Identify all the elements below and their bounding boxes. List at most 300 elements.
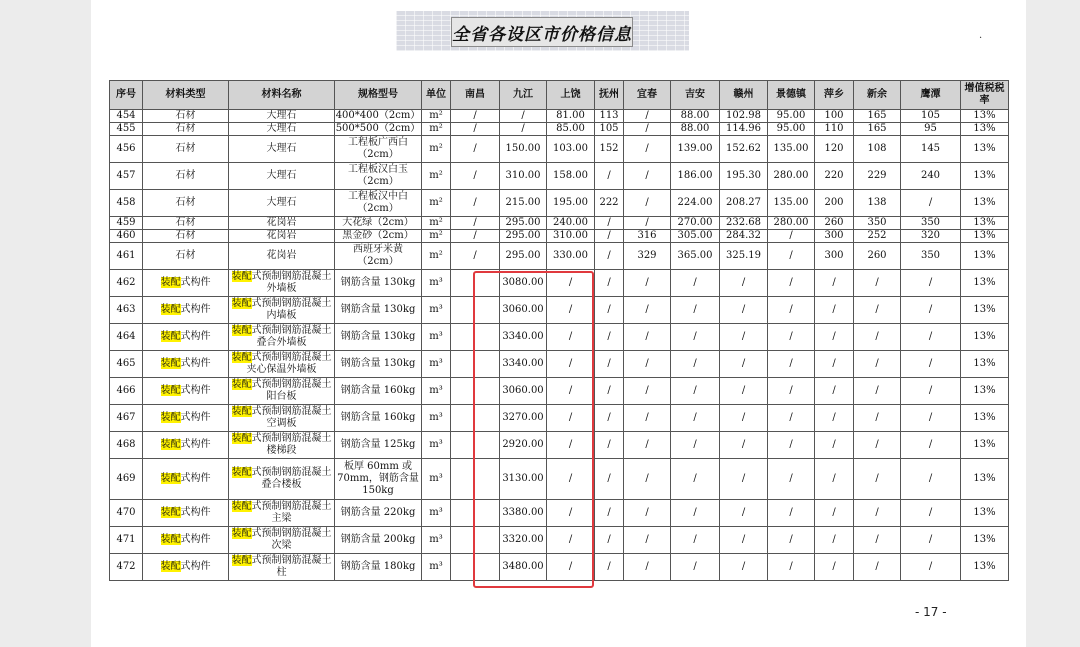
price-cell-text: / <box>645 507 649 518</box>
price-cell-text: / <box>645 170 649 181</box>
price-cell-text: 81.00 <box>556 110 585 121</box>
price-cell <box>671 297 720 324</box>
price-cell-text: / <box>473 170 477 181</box>
price-cell-text: 100 <box>824 110 844 121</box>
tax-rate <box>961 554 1009 581</box>
price-cell-text: / <box>928 197 933 208</box>
price-cell <box>500 123 547 136</box>
price-cell-text: / <box>607 358 611 369</box>
header-cell: 鹰潭 <box>901 81 961 110</box>
price-cell <box>901 378 961 405</box>
price-cell-text: / <box>832 304 836 315</box>
material-name <box>229 270 335 297</box>
price-cell-text: / <box>789 561 793 572</box>
row-number <box>110 459 143 500</box>
material-type-text: 装配式构件 <box>160 385 211 396</box>
tax-rate-text: 13% <box>973 385 996 396</box>
spec <box>335 110 422 123</box>
price-cell-text: / <box>645 358 649 369</box>
material-type-text: 石材 <box>175 110 196 121</box>
highlight-mark: 装配 <box>231 298 252 309</box>
tax-rate-text: 13% <box>973 110 996 121</box>
tax-rate-text: 13% <box>973 170 996 181</box>
tax-rate <box>961 217 1009 230</box>
price-cell <box>720 459 768 500</box>
price-cell <box>547 378 595 405</box>
tax-rate-text: 13% <box>973 473 996 484</box>
material-name-text: 装配式预制钢筋混凝土叠合楼板 <box>231 467 332 490</box>
table-row <box>110 230 1009 243</box>
material-type <box>143 459 229 500</box>
price-cell-text: 113 <box>599 110 619 121</box>
price-cell-text: / <box>789 412 793 423</box>
material-name-text: 装配式预制钢筋混凝土主梁 <box>231 501 332 524</box>
unit-text: m³ <box>429 358 443 369</box>
highlight-mark: 装配 <box>160 304 181 315</box>
price-cell <box>451 500 500 527</box>
unit <box>422 459 451 500</box>
tax-rate-text: 13% <box>973 507 996 518</box>
price-cell-text: 3060.00 <box>502 385 544 396</box>
price-cell-text: / <box>693 331 697 342</box>
price-cell <box>500 554 547 581</box>
price-cell-text: / <box>789 507 793 518</box>
price-cell <box>720 163 768 190</box>
unit-text: m² <box>429 230 443 241</box>
table-row <box>110 500 1009 527</box>
unit <box>422 554 451 581</box>
tax-rate <box>961 136 1009 163</box>
price-cell-text: 158.00 <box>553 170 588 181</box>
price-cell <box>451 190 500 217</box>
row-number-text: 470 <box>116 507 136 518</box>
price-cell-text: / <box>568 331 573 342</box>
spec <box>335 378 422 405</box>
price-cell-text: 85.00 <box>556 123 585 134</box>
header-cell: 序号 <box>110 81 143 110</box>
price-cell <box>854 554 901 581</box>
price-cell <box>671 351 720 378</box>
table-row <box>110 378 1009 405</box>
material-name-text: 花岗岩 <box>266 250 297 261</box>
price-cell-text: / <box>741 439 746 450</box>
price-cell <box>815 163 854 190</box>
material-type-text: 装配式构件 <box>160 331 211 342</box>
spec <box>335 432 422 459</box>
unit-text: m² <box>429 123 443 134</box>
price-cell-text: / <box>607 331 611 342</box>
price-cell-text: / <box>607 412 611 423</box>
price-cell-text: 224.00 <box>677 197 713 208</box>
price-cell-text: 229 <box>867 170 887 181</box>
highlight-mark: 装配 <box>160 439 181 450</box>
unit <box>422 432 451 459</box>
material-type <box>143 217 229 230</box>
tax-rate <box>961 500 1009 527</box>
price-cell-text: 195.30 <box>726 170 761 181</box>
material-type-text: 装配式构件 <box>160 534 211 545</box>
price-cell <box>815 230 854 243</box>
row-number-text: 458 <box>116 197 136 208</box>
price-cell-text: / <box>693 277 697 288</box>
price-cell <box>815 123 854 136</box>
material-type-text: 石材 <box>175 197 196 208</box>
price-cell-text: 280.00 <box>773 217 809 228</box>
price-cell <box>624 270 671 297</box>
price-cell <box>547 243 595 270</box>
row-number-text: 454 <box>116 110 136 121</box>
price-cell-text: / <box>875 358 879 369</box>
price-cell-text: / <box>928 358 933 369</box>
price-cell <box>595 110 624 123</box>
price-cell-text: 138 <box>867 197 887 208</box>
price-cell-text: / <box>832 277 836 288</box>
price-cell-text: / <box>645 439 649 450</box>
row-number-text: 462 <box>116 277 136 288</box>
material-name <box>229 459 335 500</box>
unit <box>422 190 451 217</box>
unit <box>422 351 451 378</box>
price-cell <box>547 351 595 378</box>
row-number <box>110 217 143 230</box>
price-cell-text: 3340.00 <box>502 358 544 369</box>
highlight-mark: 装配 <box>231 379 252 390</box>
unit-text: m² <box>429 197 443 208</box>
row-number-text: 459 <box>116 217 136 228</box>
price-cell <box>854 230 901 243</box>
price-cell <box>624 230 671 243</box>
table-row <box>110 324 1009 351</box>
unit <box>422 527 451 554</box>
price-cell <box>815 500 854 527</box>
price-cell <box>720 324 768 351</box>
price-cell <box>500 190 547 217</box>
row-number <box>110 351 143 378</box>
row-number-text: 455 <box>116 123 136 134</box>
tax-rate <box>961 297 1009 324</box>
highlight-mark: 装配 <box>231 501 252 512</box>
price-cell-text: / <box>645 304 649 315</box>
price-cell-text: 3060.00 <box>502 304 544 315</box>
material-type-text: 装配式构件 <box>160 507 211 518</box>
price-cell-text: 114.96 <box>726 123 761 134</box>
price-cell-text: / <box>568 304 573 315</box>
tax-rate <box>961 527 1009 554</box>
price-cell-text: / <box>693 412 697 423</box>
price-cell <box>768 217 815 230</box>
price-cell-text: / <box>693 507 697 518</box>
material-name <box>229 351 335 378</box>
price-cell-text: / <box>928 439 933 450</box>
table-header-row <box>110 81 1009 110</box>
price-cell <box>500 324 547 351</box>
header-cell: 材料类型 <box>143 81 229 110</box>
price-cell-text: / <box>741 304 746 315</box>
price-cell-text: / <box>928 473 933 484</box>
price-cell <box>451 351 500 378</box>
price-cell <box>768 110 815 123</box>
price-cell <box>671 378 720 405</box>
material-name <box>229 405 335 432</box>
price-cell-text: 350 <box>920 250 941 261</box>
price-cell-text: / <box>789 358 793 369</box>
price-cell <box>720 527 768 554</box>
material-name <box>229 163 335 190</box>
unit-text: m³ <box>429 385 443 396</box>
price-cell <box>671 500 720 527</box>
material-type-text: 装配式构件 <box>160 304 211 315</box>
material-type-text: 装配式构件 <box>160 439 211 450</box>
price-cell <box>547 405 595 432</box>
price-cell <box>547 123 595 136</box>
highlight-mark: 装配 <box>231 467 252 478</box>
unit <box>422 136 451 163</box>
tax-rate-text: 13% <box>973 250 996 261</box>
price-cell-text: / <box>832 385 836 396</box>
price-cell <box>671 432 720 459</box>
price-cell-text: 240.00 <box>553 217 588 228</box>
row-number-text: 466 <box>116 385 136 396</box>
price-cell-text: / <box>832 534 836 545</box>
price-cell <box>547 432 595 459</box>
price-cell-text: / <box>607 534 611 545</box>
material-name-text: 装配式预制钢筋混凝土叠合外墙板 <box>231 325 332 348</box>
price-cell <box>815 243 854 270</box>
row-number <box>110 163 143 190</box>
price-cell <box>671 110 720 123</box>
price-cell-text: 200 <box>824 197 844 208</box>
price-cell-text: / <box>645 534 649 545</box>
spec <box>335 554 422 581</box>
tax-rate <box>961 123 1009 136</box>
spec <box>335 270 422 297</box>
price-cell <box>854 163 901 190</box>
spec <box>335 297 422 324</box>
row-number-text: 464 <box>116 331 136 342</box>
unit-text: m³ <box>429 331 443 342</box>
row-number <box>110 500 143 527</box>
price-cell-text: / <box>607 304 611 315</box>
price-cell-text: 135.00 <box>773 197 809 208</box>
table-row <box>110 163 1009 190</box>
table-body <box>110 110 1009 581</box>
price-cell-text: / <box>607 561 611 572</box>
price-cell <box>500 230 547 243</box>
spec-text: 400*400（2cm） <box>335 110 421 121</box>
price-cell <box>624 351 671 378</box>
price-cell-text: 320 <box>920 230 941 241</box>
spec <box>335 527 422 554</box>
price-cell-text: / <box>832 331 836 342</box>
price-cell <box>451 297 500 324</box>
price-cell <box>547 190 595 217</box>
price-cell-text: 310.00 <box>505 170 541 181</box>
price-cell <box>671 527 720 554</box>
price-cell <box>671 163 720 190</box>
price-cell <box>624 123 671 136</box>
corner-mark: . <box>979 30 983 41</box>
price-cell <box>624 243 671 270</box>
material-name <box>229 324 335 351</box>
price-cell-text: / <box>928 277 933 288</box>
price-cell-text: 3130.00 <box>502 473 544 484</box>
price-cell <box>768 405 815 432</box>
material-type <box>143 297 229 324</box>
price-cell <box>720 243 768 270</box>
price-cell <box>451 405 500 432</box>
material-name <box>229 432 335 459</box>
price-cell-text: / <box>693 439 697 450</box>
table-row <box>110 351 1009 378</box>
highlight-mark: 装配 <box>231 352 252 363</box>
header-cell: 增值税税率 <box>961 81 1009 110</box>
spec-text: 钢筋含量 180kg <box>340 561 416 572</box>
price-cell-text: / <box>473 230 477 241</box>
price-cell <box>624 190 671 217</box>
price-cell-text: 240 <box>920 170 941 181</box>
price-cell <box>595 459 624 500</box>
price-cell <box>624 297 671 324</box>
price-cell-text: 120 <box>824 143 844 154</box>
material-name-text: 装配式预制钢筋混凝土楼梯段 <box>231 433 332 456</box>
table-row <box>110 110 1009 123</box>
unit-text: m³ <box>429 439 443 450</box>
spec <box>335 405 422 432</box>
material-name-text: 大理石 <box>266 170 297 181</box>
price-cell <box>595 405 624 432</box>
material-type <box>143 432 229 459</box>
price-cell-text: 365.00 <box>677 250 713 261</box>
spec-text: 黑金砂（2cm） <box>342 230 414 241</box>
row-number <box>110 110 143 123</box>
price-cell-text: 295.00 <box>505 217 541 228</box>
price-cell <box>671 217 720 230</box>
price-cell-text: / <box>607 250 611 261</box>
price-cell-text: 95 <box>924 123 937 134</box>
highlight-mark: 装配 <box>160 277 181 288</box>
price-cell <box>624 405 671 432</box>
price-cell <box>901 163 961 190</box>
tax-rate <box>961 270 1009 297</box>
price-cell-text: / <box>875 439 879 450</box>
price-cell-text: / <box>568 534 573 545</box>
price-cell <box>595 123 624 136</box>
price-cell <box>547 217 595 230</box>
price-cell-text: / <box>875 277 879 288</box>
highlight-mark: 装配 <box>231 406 252 417</box>
price-cell-text: 232.68 <box>726 217 761 228</box>
price-cell-text: 329 <box>637 250 657 261</box>
tax-rate-text: 13% <box>973 217 996 228</box>
price-cell <box>671 270 720 297</box>
table-row <box>110 243 1009 270</box>
unit <box>422 270 451 297</box>
tax-rate <box>961 243 1009 270</box>
price-cell <box>595 378 624 405</box>
price-cell <box>720 554 768 581</box>
price-cell <box>768 554 815 581</box>
price-cell <box>720 136 768 163</box>
header-cell: 上饶 <box>547 81 595 110</box>
tax-rate <box>961 190 1009 217</box>
price-cell-text: 280.00 <box>773 170 809 181</box>
price-cell-text: 2920.00 <box>502 439 544 450</box>
price-cell <box>720 110 768 123</box>
header-cell: 萍乡 <box>815 81 854 110</box>
unit-text: m³ <box>429 534 443 545</box>
price-cell-text: / <box>607 230 611 241</box>
price-cell <box>768 324 815 351</box>
unit-text: m² <box>429 217 443 228</box>
price-cell <box>854 243 901 270</box>
price-cell-text: 103.00 <box>553 143 588 154</box>
price-cell <box>815 190 854 217</box>
price-cell <box>624 554 671 581</box>
tax-rate <box>961 351 1009 378</box>
unit <box>422 123 451 136</box>
price-cell <box>451 243 500 270</box>
price-cell <box>815 110 854 123</box>
price-cell-text: / <box>568 412 573 423</box>
price-cell <box>671 190 720 217</box>
price-cell <box>595 527 624 554</box>
price-cell-text: / <box>875 534 879 545</box>
highlight-mark: 装配 <box>231 271 252 282</box>
price-cell <box>547 527 595 554</box>
row-number-text: 471 <box>116 534 136 545</box>
price-cell <box>595 217 624 230</box>
price-cell-text: / <box>832 561 836 572</box>
price-cell <box>815 459 854 500</box>
material-type <box>143 230 229 243</box>
price-cell-text: / <box>645 473 649 484</box>
price-cell <box>451 459 500 500</box>
price-cell-text: 152 <box>599 143 619 154</box>
price-cell-text: / <box>473 217 477 228</box>
unit <box>422 297 451 324</box>
price-cell <box>854 405 901 432</box>
spec-text: 钢筋含量 160kg <box>340 412 416 423</box>
price-cell <box>901 351 961 378</box>
price-cell-text: 260 <box>824 217 844 228</box>
price-cell <box>854 432 901 459</box>
material-name <box>229 136 335 163</box>
price-cell <box>500 136 547 163</box>
unit <box>422 217 451 230</box>
price-cell-text: / <box>607 385 611 396</box>
price-cell <box>624 163 671 190</box>
price-cell <box>451 432 500 459</box>
price-cell <box>500 163 547 190</box>
price-cell-text: 195.00 <box>553 197 588 208</box>
unit-text: m² <box>429 110 443 121</box>
material-name <box>229 110 335 123</box>
price-cell <box>595 163 624 190</box>
spec <box>335 324 422 351</box>
price-cell-text: / <box>789 304 793 315</box>
spec <box>335 123 422 136</box>
price-cell <box>815 324 854 351</box>
price-cell <box>768 243 815 270</box>
price-cell <box>671 405 720 432</box>
price-cell <box>854 217 901 230</box>
price-cell <box>500 297 547 324</box>
material-name <box>229 297 335 324</box>
row-number-text: 472 <box>116 561 136 572</box>
table-row <box>110 217 1009 230</box>
price-cell-text: 295.00 <box>505 250 541 261</box>
price-cell <box>854 527 901 554</box>
